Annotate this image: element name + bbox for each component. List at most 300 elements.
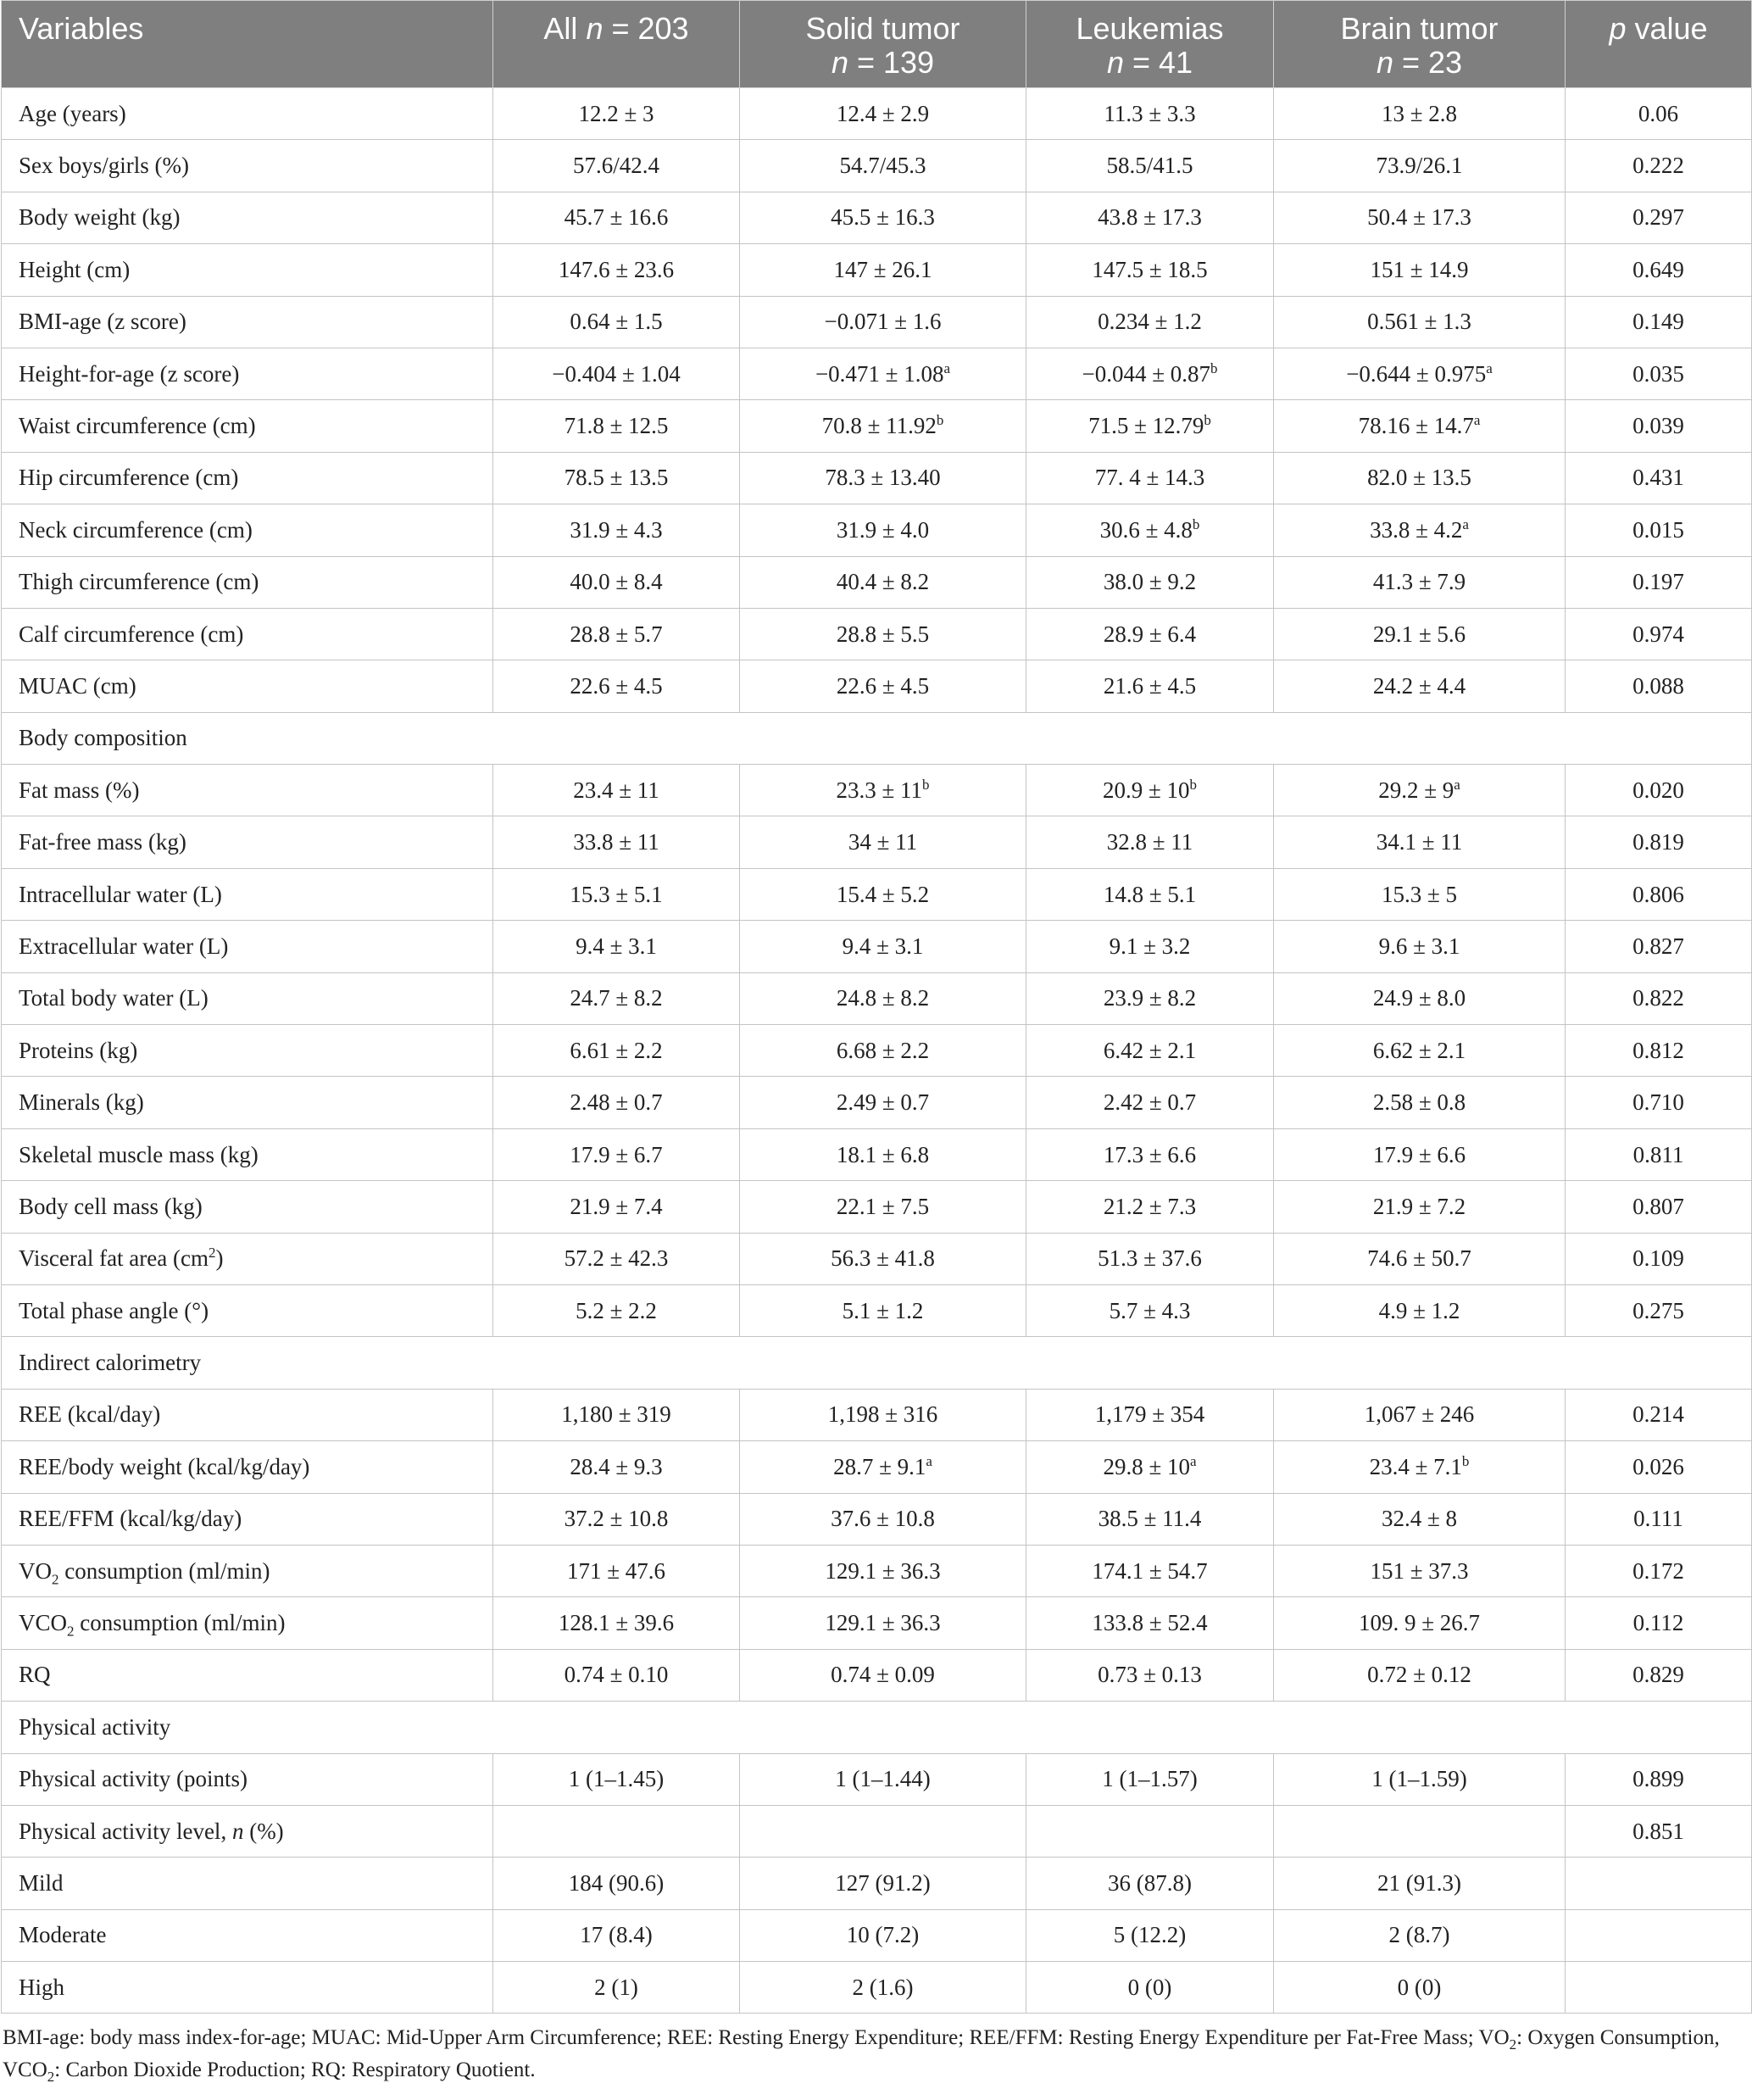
cell-p-value — [1566, 1389, 1752, 1440]
header-row — [2, 1, 1752, 88]
row-label-subscript: 2 — [52, 1571, 59, 1588]
row-label-superscript: 2 — [208, 1245, 216, 1262]
significance-marker: a — [1462, 515, 1469, 532]
row-label-text: Intracellular water (L) — [19, 881, 222, 907]
cell-value: 0.015 — [1632, 516, 1684, 543]
cell-value: 0.020 — [1632, 777, 1684, 803]
cell-all — [493, 1389, 740, 1440]
significance-marker: a — [926, 1452, 932, 1469]
row-label-text: Moderate — [19, 1922, 107, 1948]
cell-brain-tumor — [1274, 244, 1566, 296]
cell-value: 17.3 ± 6.6 — [1103, 1141, 1197, 1167]
cell-value: 29.8 ± 10 — [1103, 1453, 1191, 1479]
row-label-text: Fat-free mass (kg) — [19, 829, 186, 855]
cell-value: 15.3 ± 5.1 — [570, 881, 663, 907]
cell-value: 0.822 — [1632, 985, 1684, 1011]
row-label-text: REE/body weight (kcal/kg/day) — [19, 1453, 310, 1479]
cell-value: 2.48 ± 0.7 — [570, 1089, 663, 1116]
cell-leukemias — [1026, 868, 1274, 920]
cell-p-value — [1566, 1284, 1752, 1336]
cell-p-value — [1566, 556, 1752, 608]
cell-value: 128.1 ± 39.6 — [558, 1610, 675, 1636]
cell-solid-tumor — [740, 1597, 1026, 1649]
cell-value: 0.827 — [1632, 933, 1684, 959]
cell-all — [493, 1128, 740, 1180]
cell-brain-tumor — [1274, 1284, 1566, 1336]
section-row — [2, 1337, 1752, 1389]
section-row — [2, 712, 1752, 764]
cell-value: 18.1 ± 6.8 — [836, 1141, 930, 1167]
cell-value: 74.6 ± 50.7 — [1367, 1245, 1471, 1272]
cell-brain-tumor — [1274, 972, 1566, 1024]
cell-value: 129.1 ± 36.3 — [825, 1557, 941, 1584]
cell-solid-tumor — [740, 88, 1026, 140]
cell-all — [493, 140, 740, 192]
row-label — [2, 1025, 493, 1077]
cell-value: 20.9 ± 10 — [1102, 777, 1190, 803]
cell-value: 0.819 — [1632, 829, 1684, 855]
cell-value: 29.1 ± 5.6 — [1372, 621, 1466, 647]
cell-p-value — [1566, 1493, 1752, 1545]
cell-value: 0 (0) — [1127, 1974, 1172, 2000]
cell-value: 56.3 ± 41.8 — [831, 1245, 935, 1272]
cell-solid-tumor — [740, 192, 1026, 243]
row-label — [2, 765, 493, 816]
cell-p-value — [1566, 972, 1752, 1024]
cell-leukemias — [1026, 1858, 1274, 1909]
row-label-text: REE/FFM (kcal/kg/day) — [19, 1506, 242, 1532]
cell-leukemias — [1026, 608, 1274, 660]
row-label — [2, 1181, 493, 1233]
cell-value: 151 ± 37.3 — [1370, 1557, 1469, 1584]
cell-value: 0.297 — [1632, 204, 1684, 231]
cell-value: 32.8 ± 11 — [1106, 829, 1193, 855]
row-label-text: Hip circumference (cm) — [19, 465, 239, 491]
footnote-part3: : Carbon Dioxide Production; RQ: Respiratory Quotient. — [54, 2058, 536, 2082]
cell-solid-tumor — [740, 504, 1026, 556]
cell-solid-tumor — [740, 1025, 1026, 1077]
cell-brain-tumor — [1274, 1233, 1566, 1284]
cell-brain-tumor — [1274, 1025, 1566, 1077]
cell-value: 1,067 ± 246 — [1364, 1401, 1475, 1428]
cell-value: 45.5 ± 16.3 — [831, 204, 935, 231]
row-label-text: Age (years) — [19, 100, 126, 126]
cell-brain-tumor — [1274, 452, 1566, 504]
cell-value: 82.0 ± 13.5 — [1367, 465, 1471, 491]
cell-leukemias — [1026, 504, 1274, 556]
cell-value: 1 (1–1.45) — [568, 1766, 665, 1792]
table-row — [2, 1389, 1752, 1440]
table-row — [2, 1649, 1752, 1701]
row-label — [2, 244, 493, 296]
cell-value: 12.4 ± 2.9 — [836, 100, 930, 126]
cell-brain-tumor — [1274, 816, 1566, 868]
cell-p-value — [1566, 1077, 1752, 1128]
cell-leukemias — [1026, 1389, 1274, 1440]
cell-p-value — [1566, 140, 1752, 192]
cell-p-value — [1566, 1805, 1752, 1857]
cell-brain-tumor — [1274, 608, 1566, 660]
cell-p-value — [1566, 868, 1752, 920]
cell-value: 6.61 ± 2.2 — [570, 1037, 663, 1063]
header-leuk-line2: n = 41 — [1106, 45, 1193, 80]
cell-all — [493, 296, 740, 348]
cell-value: 78.5 ± 13.5 — [564, 465, 669, 491]
cell-value: 1 (1–1.57) — [1102, 1766, 1198, 1792]
cell-value: 184 (90.6) — [568, 1869, 665, 1896]
cell-value: 21.9 ± 7.2 — [1372, 1193, 1466, 1219]
cell-p-value — [1566, 1233, 1752, 1284]
row-label — [2, 921, 493, 972]
cell-value: 21.6 ± 4.5 — [1103, 672, 1197, 699]
cell-value: 0.899 — [1632, 1766, 1684, 1792]
cell-value: 147.6 ± 23.6 — [558, 256, 675, 282]
cell-p-value — [1566, 608, 1752, 660]
cell-solid-tumor — [740, 1181, 1026, 1233]
row-label-suffix: consumption (ml/min) — [74, 1610, 286, 1636]
cell-value: 0.234 ± 1.2 — [1098, 309, 1202, 335]
table-row — [2, 1909, 1752, 1961]
cell-value: 0.73 ± 0.13 — [1098, 1662, 1202, 1688]
cell-value: 6.62 ± 2.1 — [1372, 1037, 1466, 1063]
cell-all — [493, 1233, 740, 1284]
cell-value: 22.1 ± 7.5 — [836, 1193, 930, 1219]
cell-brain-tumor — [1274, 1962, 1566, 2014]
table-footnote — [0, 2014, 1749, 2086]
cell-all — [493, 504, 740, 556]
cell-p-value — [1566, 1441, 1752, 1493]
cell-value: −0.644 ± 0.975 — [1346, 360, 1487, 387]
row-label — [2, 1441, 493, 1493]
cell-value: 109. 9 ± 26.7 — [1358, 1610, 1481, 1636]
cell-value: 58.5/41.5 — [1106, 153, 1193, 179]
table-row — [2, 1805, 1752, 1857]
cell-leukemias — [1026, 1284, 1274, 1336]
row-label-text: Neck circumference (cm) — [19, 516, 253, 543]
row-label — [2, 1649, 493, 1701]
cell-all — [493, 1962, 740, 2014]
cell-value: 70.8 ± 11.92 — [821, 413, 937, 439]
table-row — [2, 816, 1752, 868]
table-row — [2, 244, 1752, 296]
row-label — [2, 452, 493, 504]
table-row — [2, 504, 1752, 556]
cell-all — [493, 244, 740, 296]
cell-value: 15.3 ± 5 — [1381, 881, 1458, 907]
row-label — [2, 1284, 493, 1336]
cell-solid-tumor — [740, 140, 1026, 192]
section-label: Indirect calorimetry — [2, 1337, 1752, 1389]
row-label — [2, 1233, 493, 1284]
cell-p-value — [1566, 296, 1752, 348]
section-row — [2, 1702, 1752, 1753]
cell-brain-tumor — [1274, 1128, 1566, 1180]
cell-p-value — [1566, 400, 1752, 452]
cell-value: 6.42 ± 2.1 — [1103, 1037, 1197, 1063]
row-label-text: Physical activity (points) — [19, 1766, 248, 1792]
cell-value: 23.9 ± 8.2 — [1103, 985, 1197, 1011]
cell-value: 0.829 — [1632, 1662, 1684, 1688]
cell-value: 0.275 — [1632, 1297, 1684, 1323]
cell-solid-tumor — [740, 1805, 1026, 1857]
row-label-text: RQ — [19, 1662, 51, 1688]
cell-value: 0.111 — [1633, 1506, 1683, 1532]
cell-value: 14.8 ± 5.1 — [1103, 881, 1197, 907]
cell-value: 5 (12.2) — [1113, 1922, 1187, 1948]
table-row — [2, 765, 1752, 816]
cell-value: 57.6/42.4 — [572, 153, 659, 179]
cell-brain-tumor — [1274, 1441, 1566, 1493]
cell-value: 36 (87.8) — [1108, 1869, 1192, 1896]
cell-all — [493, 192, 740, 243]
cell-all — [493, 348, 740, 399]
header-brain-line1: Brain tumor — [1340, 11, 1499, 46]
cell-all — [493, 1077, 740, 1128]
table-row — [2, 296, 1752, 348]
row-label — [2, 972, 493, 1024]
significance-marker: b — [1204, 412, 1211, 429]
cell-value: 5.2 ± 2.2 — [576, 1297, 657, 1323]
cell-leukemias — [1026, 556, 1274, 608]
row-label — [2, 348, 493, 399]
cell-all — [493, 660, 740, 712]
cell-value: 71.5 ± 12.79 — [1088, 413, 1204, 439]
cell-brain-tumor — [1274, 400, 1566, 452]
cell-p-value — [1566, 1909, 1752, 1961]
cell-value: 171 ± 47.6 — [566, 1557, 666, 1584]
cell-p-value — [1566, 1545, 1752, 1596]
table-row — [2, 1077, 1752, 1128]
cell-value: 11.3 ± 3.3 — [1104, 100, 1196, 126]
table-row — [2, 921, 1752, 972]
significance-marker: a — [1473, 412, 1481, 429]
row-label — [2, 400, 493, 452]
cell-value: 28.9 ± 6.4 — [1103, 621, 1197, 647]
cell-all — [493, 400, 740, 452]
cell-value: 73.9/26.1 — [1376, 153, 1463, 179]
cell-solid-tumor — [740, 1441, 1026, 1493]
cell-solid-tumor — [740, 921, 1026, 972]
table-row — [2, 1545, 1752, 1596]
cell-value: 127 (91.2) — [835, 1869, 931, 1896]
row-label-text: Calf circumference (cm) — [19, 621, 244, 647]
cell-value: 30.6 ± 4.8 — [1099, 516, 1193, 543]
cell-value: 33.8 ± 4.2 — [1370, 516, 1463, 543]
significance-marker: a — [1190, 1452, 1197, 1469]
cell-leukemias — [1026, 1753, 1274, 1805]
cell-value: 78.3 ± 13.40 — [825, 465, 941, 491]
cell-brain-tumor — [1274, 1077, 1566, 1128]
cell-value: 151 ± 14.9 — [1370, 256, 1469, 282]
header-variables: Variables — [2, 1, 493, 88]
cell-value: 40.4 ± 8.2 — [836, 569, 930, 595]
table-row — [2, 1493, 1752, 1545]
cell-all — [493, 1181, 740, 1233]
cell-value: 4.9 ± 1.2 — [1378, 1297, 1460, 1323]
footnote-part1: BMI-age: body mass index-for-age; MUAC: Mid-Upper Arm Circumference; REE: Resting Energy Expenditure; REE/FFM: Resting Energy Expenditure per Fat-Free Mass; VO — [3, 2026, 1510, 2050]
cell-p-value — [1566, 244, 1752, 296]
cell-value: 1 (1–1.44) — [835, 1766, 931, 1792]
cell-leukemias — [1026, 765, 1274, 816]
cell-p-value — [1566, 192, 1752, 243]
cell-value: −0.071 ± 1.6 — [824, 309, 942, 335]
cell-solid-tumor — [740, 452, 1026, 504]
cell-value: 0.222 — [1632, 153, 1684, 179]
header-leukemias — [1026, 1, 1274, 88]
cell-all — [493, 972, 740, 1024]
row-label-text: Mild — [19, 1869, 64, 1896]
row-label-text: Skeletal muscle mass (kg) — [19, 1141, 259, 1167]
cell-value: 24.9 ± 8.0 — [1372, 985, 1466, 1011]
header-p-value-label: p value — [1609, 11, 1708, 46]
cell-value: 24.8 ± 8.2 — [836, 985, 930, 1011]
cell-value: 2 (1.6) — [852, 1974, 914, 2000]
cell-value: 129.1 ± 36.3 — [825, 1610, 941, 1636]
cell-value: 2.42 ± 0.7 — [1103, 1089, 1197, 1116]
cell-p-value — [1566, 1649, 1752, 1701]
cell-p-value — [1566, 1858, 1752, 1909]
cell-value: 0.806 — [1632, 881, 1684, 907]
cell-value: 133.8 ± 52.4 — [1092, 1610, 1208, 1636]
cell-solid-tumor — [740, 244, 1026, 296]
cell-all — [493, 1545, 740, 1596]
cell-brain-tumor — [1274, 1858, 1566, 1909]
cell-p-value — [1566, 921, 1752, 972]
cell-p-value — [1566, 88, 1752, 140]
cell-all — [493, 1858, 740, 1909]
cell-solid-tumor — [740, 1545, 1026, 1596]
cell-solid-tumor — [740, 1077, 1026, 1128]
cell-value: 0.06 — [1638, 100, 1679, 126]
cell-value: 45.7 ± 16.6 — [564, 204, 669, 231]
table-row — [2, 1753, 1752, 1805]
row-label — [2, 1545, 493, 1596]
cell-leukemias — [1026, 88, 1274, 140]
row-label-text: Body weight (kg) — [19, 204, 181, 231]
row-label-text: Thigh circumference (cm) — [19, 569, 259, 595]
header-solid-line2: n = 139 — [831, 45, 935, 80]
cell-value: 23.4 ± 11 — [573, 777, 659, 803]
cell-value: 0.974 — [1632, 621, 1684, 647]
cell-value: 0.112 — [1632, 1610, 1684, 1636]
cell-value: 0.851 — [1632, 1818, 1684, 1844]
cell-value: 13 ± 2.8 — [1381, 100, 1458, 126]
row-label-suffix: ) — [215, 1245, 224, 1272]
cell-value: 5.7 ± 4.3 — [1109, 1297, 1191, 1323]
cell-leukemias — [1026, 1077, 1274, 1128]
row-label — [2, 1753, 493, 1805]
row-label-text: Height (cm) — [19, 256, 131, 282]
row-label-text: Sex boys/girls (%) — [19, 153, 189, 179]
cell-all — [493, 765, 740, 816]
cell-solid-tumor — [740, 1649, 1026, 1701]
table-header — [2, 1, 1752, 88]
cell-value: 54.7/45.3 — [839, 153, 926, 179]
significance-marker: a — [1454, 776, 1460, 793]
cell-value: 0.74 ± 0.09 — [831, 1662, 935, 1688]
cell-value: 0.72 ± 0.12 — [1367, 1662, 1471, 1688]
cell-solid-tumor — [740, 816, 1026, 868]
cell-brain-tumor — [1274, 1389, 1566, 1440]
cell-value: 0.026 — [1632, 1453, 1684, 1479]
cell-value: 37.6 ± 10.8 — [831, 1506, 935, 1532]
row-label-text: Visceral fat area (cm — [19, 1245, 209, 1272]
cell-value: 10 (7.2) — [846, 1922, 920, 1948]
cell-p-value — [1566, 1025, 1752, 1077]
cell-value: 38.5 ± 11.4 — [1098, 1506, 1202, 1532]
table-row — [2, 140, 1752, 192]
cell-value: 15.4 ± 5.2 — [836, 881, 930, 907]
row-label — [2, 296, 493, 348]
cell-value: 21.9 ± 7.4 — [570, 1193, 663, 1219]
row-label — [2, 192, 493, 243]
header-all — [493, 1, 740, 88]
cell-value: 0.197 — [1632, 569, 1684, 595]
cell-p-value — [1566, 816, 1752, 868]
row-label-text: Extracellular water (L) — [19, 933, 229, 959]
cell-value: 38.0 ± 9.2 — [1103, 569, 1197, 595]
cell-solid-tumor — [740, 1389, 1026, 1440]
cell-p-value — [1566, 660, 1752, 712]
table-row — [2, 1181, 1752, 1233]
cell-brain-tumor — [1274, 140, 1566, 192]
cell-value: 22.6 ± 4.5 — [570, 672, 663, 699]
cell-all — [493, 921, 740, 972]
footnote-sub2: 2 — [47, 2069, 55, 2086]
row-label — [2, 1493, 493, 1545]
header-p-value — [1566, 1, 1752, 88]
cell-p-value — [1566, 452, 1752, 504]
significance-marker: b — [1210, 359, 1218, 376]
cell-all — [493, 816, 740, 868]
cell-brain-tumor — [1274, 660, 1566, 712]
cell-leukemias — [1026, 348, 1274, 399]
cell-value: 2.49 ± 0.7 — [836, 1089, 930, 1116]
row-label — [2, 504, 493, 556]
cell-value: 2.58 ± 0.8 — [1372, 1089, 1466, 1116]
cell-p-value — [1566, 1597, 1752, 1649]
cell-leukemias — [1026, 140, 1274, 192]
cell-value: 50.4 ± 17.3 — [1367, 204, 1471, 231]
cell-value: 31.9 ± 4.0 — [836, 516, 930, 543]
table-row — [2, 868, 1752, 920]
cell-value: 41.3 ± 7.9 — [1372, 569, 1466, 595]
data-table — [1, 0, 1752, 2014]
cell-leukemias — [1026, 296, 1274, 348]
cell-value: 51.3 ± 37.6 — [1098, 1245, 1202, 1272]
cell-all — [493, 1909, 740, 1961]
row-label-text: Waist circumference (cm) — [19, 413, 256, 439]
cell-solid-tumor — [740, 1284, 1026, 1336]
cell-solid-tumor — [740, 1753, 1026, 1805]
cell-value: 9.6 ± 3.1 — [1378, 933, 1460, 959]
cell-all — [493, 868, 740, 920]
cell-value: 17 (8.4) — [580, 1922, 653, 1948]
cell-value: 0.431 — [1632, 465, 1684, 491]
table-row — [2, 452, 1752, 504]
cell-value: 71.8 ± 12.5 — [564, 413, 669, 439]
row-label — [2, 1389, 493, 1440]
cell-leukemias — [1026, 1962, 1274, 2014]
cell-brain-tumor — [1274, 1805, 1566, 1857]
significance-marker: b — [936, 412, 944, 429]
cell-all — [493, 1493, 740, 1545]
row-label — [2, 1077, 493, 1128]
cell-all — [493, 608, 740, 660]
cell-leukemias — [1026, 921, 1274, 972]
cell-leukemias — [1026, 1233, 1274, 1284]
cell-brain-tumor — [1274, 348, 1566, 399]
